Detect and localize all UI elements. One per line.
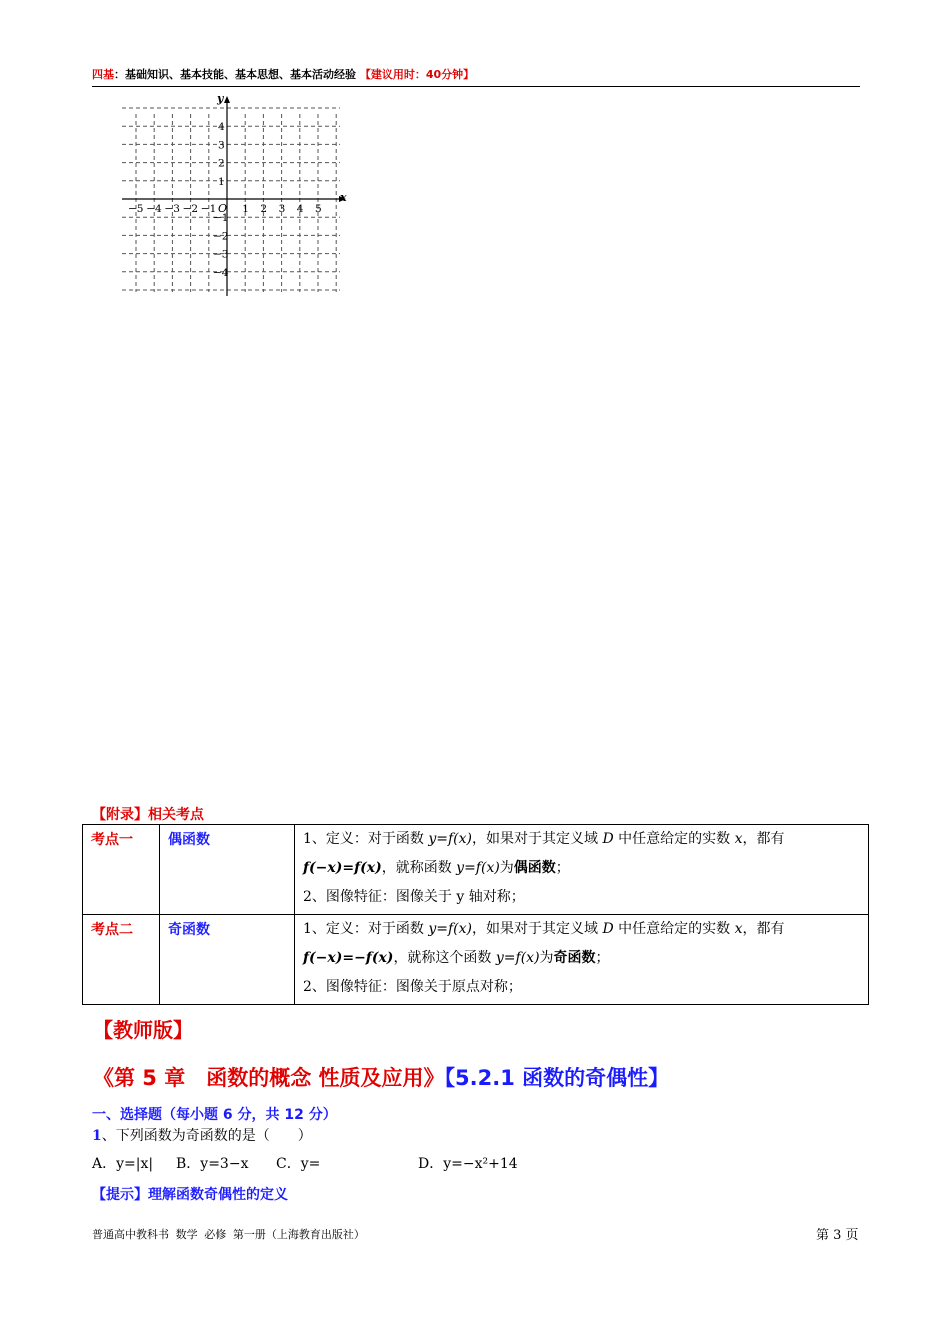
y-tick-label: −4 <box>213 266 229 279</box>
graph-feature: 2、图像特征：图像关于原点对称； <box>303 979 522 995</box>
origin-label: O <box>218 202 228 215</box>
teacher-edition-label: 【教师版】 <box>93 1018 193 1042</box>
table-row <box>83 825 869 915</box>
appendix-title: 【附录】相关考点 <box>92 807 204 823</box>
func-expr: y=f(x) <box>495 950 540 966</box>
page-header <box>92 68 860 87</box>
x-axis-label: x <box>340 191 347 204</box>
condition-line <box>303 854 862 883</box>
x-tick-label: −3 <box>164 203 180 215</box>
x-tick-label: 2 <box>260 203 268 215</box>
def-prefix: 1、定义：对于函数 <box>303 831 429 847</box>
def-prefix: 1、定义：对于函数 <box>303 921 429 937</box>
y-axis-label: y <box>217 92 224 105</box>
result-tail: 为 <box>499 860 514 876</box>
question-1 <box>92 1125 312 1145</box>
x-tick-label: −2 <box>182 203 199 215</box>
option-a: A．y=|x| <box>92 1156 154 1172</box>
key-points-table <box>82 824 869 1005</box>
section-name: 【5.2.1 函数的奇偶性】 <box>444 1066 670 1090</box>
func-expr: y=f(x) <box>428 831 472 847</box>
domain-letter: D <box>602 921 614 937</box>
coordinate-grid <box>118 92 350 297</box>
cond-tail: ，就称这个函数 <box>393 950 496 966</box>
question-options <box>92 1153 692 1175</box>
chapter-name: 《第 5 章 函数的概念 性质及应用》 <box>93 1066 445 1090</box>
cond-tail: ，就称函数 <box>381 860 457 876</box>
var-letter: x <box>734 921 743 937</box>
y-tick-label: 4 <box>218 121 225 134</box>
def-end: ，都有 <box>742 831 785 847</box>
var-letter: x <box>734 831 743 847</box>
x-tick-label: 3 <box>278 203 286 215</box>
point-label: 考点一 <box>83 825 160 915</box>
y-tick-label: 3 <box>218 139 225 152</box>
point-name: 偶函数 <box>160 825 295 915</box>
option-b: B．y=3−x <box>176 1156 249 1172</box>
table-row <box>83 915 869 1005</box>
result-end: ； <box>595 950 610 966</box>
y-tick-label: 1 <box>218 175 225 188</box>
y-axis-arrow <box>224 96 230 103</box>
header-items: ：基础知识、基本技能、基本思想、基本活动经验 <box>114 68 356 81</box>
definition-line <box>303 915 862 944</box>
hint: 【提示】理解函数奇偶性的定义 <box>92 1187 288 1203</box>
result-term: 奇函数 <box>553 950 596 966</box>
y-tick-label: −2 <box>213 230 229 243</box>
x-tick-label: 5 <box>315 203 322 215</box>
def-mid2: 中任意给定的实数 <box>613 831 735 847</box>
question-number: 1 <box>92 1128 102 1144</box>
option-c: C．y= <box>276 1156 321 1172</box>
x-tick-label: −4 <box>146 203 162 215</box>
y-tick-label: −3 <box>213 248 229 261</box>
result-end: ； <box>555 860 570 876</box>
condition-line <box>303 944 862 973</box>
header-time: 【建议用时：40分钟】 <box>359 68 475 81</box>
condition: f(−x)=−f(x) <box>303 950 394 966</box>
point-definition <box>295 915 869 1005</box>
func-expr: y=f(x) <box>428 921 472 937</box>
graph-feature: 2、图像特征：图像关于 y 轴对称； <box>303 889 525 905</box>
x-tick-label: −1 <box>200 203 217 215</box>
result-tail: 为 <box>539 950 554 966</box>
option-d: D．y=−x²+14 <box>418 1156 518 1172</box>
definition-line <box>303 825 862 854</box>
func-expr: y=f(x) <box>456 860 500 876</box>
header-prefix: 四基 <box>92 68 114 81</box>
question-text: 、下列函数为奇函数的是（ ） <box>101 1128 312 1144</box>
condition: f(−x)=f(x) <box>303 860 382 876</box>
point-label: 考点二 <box>83 915 160 1005</box>
result-term: 偶函数 <box>513 860 556 876</box>
chapter-title <box>93 1062 669 1092</box>
section-heading: 一、选择题（每小题 6 分，共 12 分） <box>92 1107 337 1123</box>
y-tick-label: −1 <box>213 212 229 225</box>
point-name: 奇函数 <box>160 915 295 1005</box>
page-number: 第 3 页 <box>816 1228 859 1243</box>
point-definition <box>295 825 869 915</box>
x-tick-label: −5 <box>128 203 144 215</box>
def-end: ，都有 <box>742 921 785 937</box>
y-tick-label: 2 <box>218 157 225 170</box>
x-tick-label: 1 <box>242 203 249 215</box>
def-mid: ，如果对于其定义域 <box>472 921 603 937</box>
footer-book: 普通高中教科书 数学 必修 第一册（上海教育出版社） <box>92 1228 365 1241</box>
def-mid: ，如果对于其定义域 <box>472 831 603 847</box>
domain-letter: D <box>602 831 614 847</box>
def-mid2: 中任意给定的实数 <box>613 921 735 937</box>
x-tick-label: 4 <box>296 203 304 215</box>
coordinate-grid-svg <box>118 92 350 297</box>
